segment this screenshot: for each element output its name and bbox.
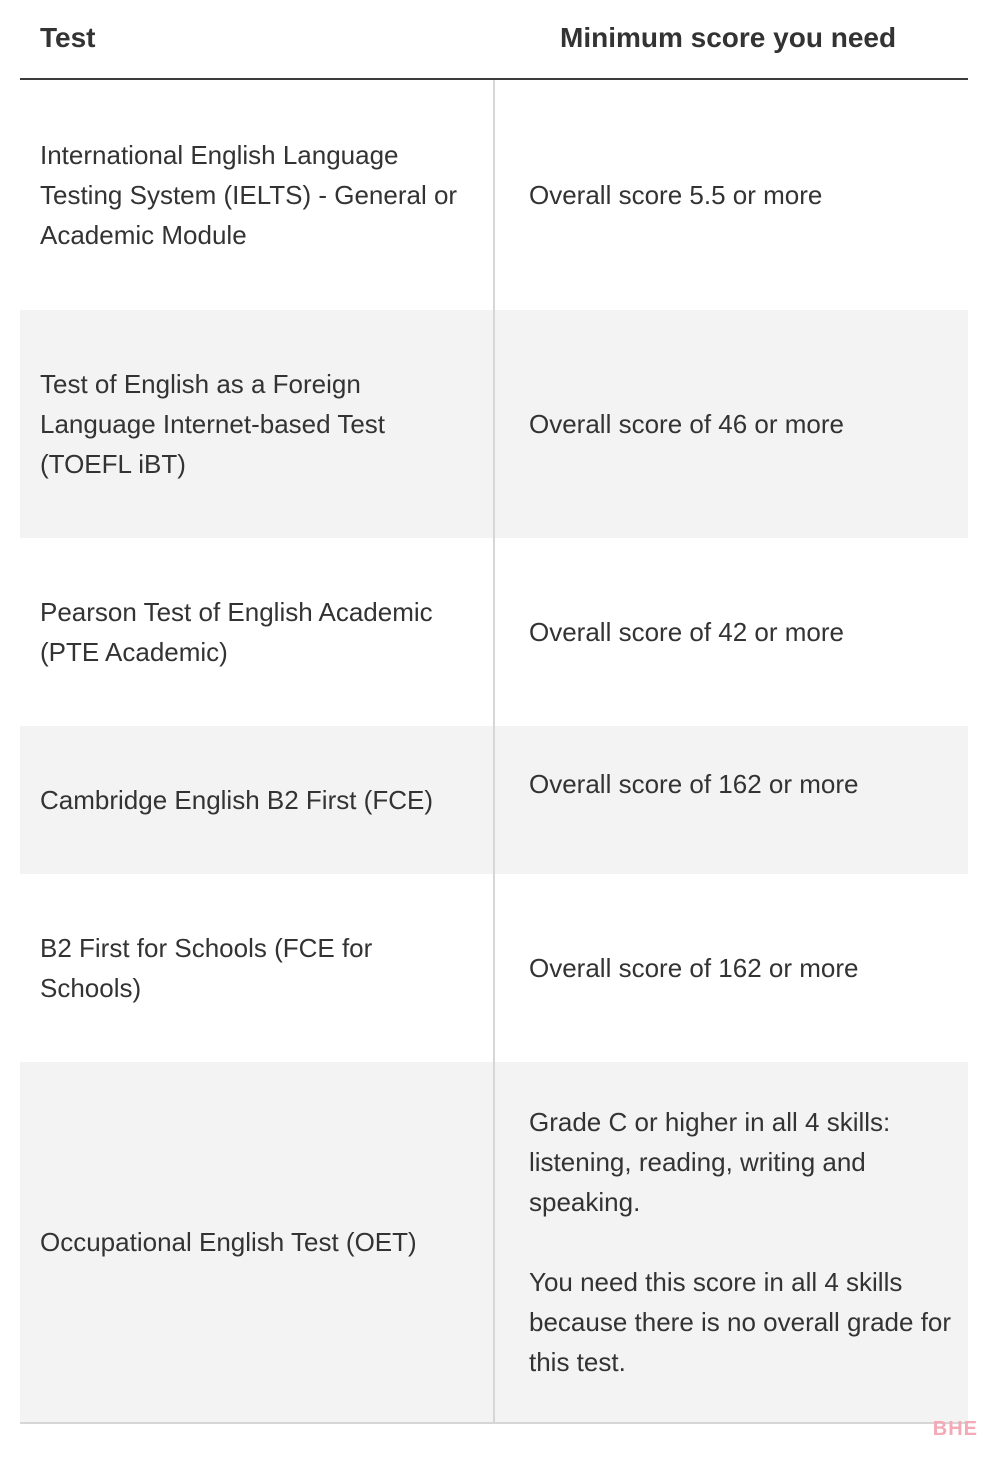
score-text: Overall score of 162 or more xyxy=(529,953,859,983)
table-row xyxy=(20,80,968,310)
test-name: B2 First for Schools (FCE for Schools) xyxy=(40,933,373,1003)
score-text: Overall score of 162 or more xyxy=(529,769,859,799)
score-text: Grade C or higher in all 4 skills: listening, reading, writing and speaking. xyxy=(529,1107,891,1217)
test-name: Pearson Test of English Academic (PTE Academic) xyxy=(40,597,433,667)
table-row xyxy=(20,1062,968,1422)
score-cell xyxy=(495,1062,968,1422)
score-text: Overall score 5.5 or more xyxy=(529,180,823,210)
score-cell xyxy=(495,80,968,310)
table-header xyxy=(20,0,968,80)
test-name: Test of English as a Foreign Language Internet-based Test (TOEFL iBT) xyxy=(40,369,386,479)
score-cell xyxy=(495,874,968,1062)
test-name-cell xyxy=(20,726,495,874)
test-name: International English Language Testing System (IELTS) - General or Academic Module xyxy=(40,140,458,250)
test-name: Occupational English Test (OET) xyxy=(40,1227,417,1257)
test-name: Cambridge English B2 First (FCE) xyxy=(40,785,433,815)
score-text: Overall score of 46 or more xyxy=(529,409,845,439)
english-test-scores-table xyxy=(20,0,968,1424)
score-text: Overall score of 42 or more xyxy=(529,617,845,647)
column-header-test: Test xyxy=(40,22,96,53)
test-name-cell xyxy=(20,874,495,1062)
score-cell xyxy=(495,310,968,538)
watermark-logo: BHE xyxy=(932,1418,978,1440)
test-name-cell xyxy=(20,310,495,538)
score-note: You need this score in all 4 skills because there is no overall grade for this test. xyxy=(529,1267,952,1377)
column-header-minimum-score: Minimum score you need xyxy=(560,22,897,53)
test-name-cell xyxy=(20,1062,495,1422)
table-row xyxy=(20,726,968,874)
score-cell xyxy=(495,538,968,726)
table-row xyxy=(20,538,968,726)
table-row xyxy=(20,874,968,1062)
table-row xyxy=(20,310,968,538)
score-cell xyxy=(495,726,968,874)
table-bottom-rule xyxy=(20,1422,968,1424)
test-name-cell xyxy=(20,538,495,726)
test-name-cell xyxy=(20,80,495,310)
